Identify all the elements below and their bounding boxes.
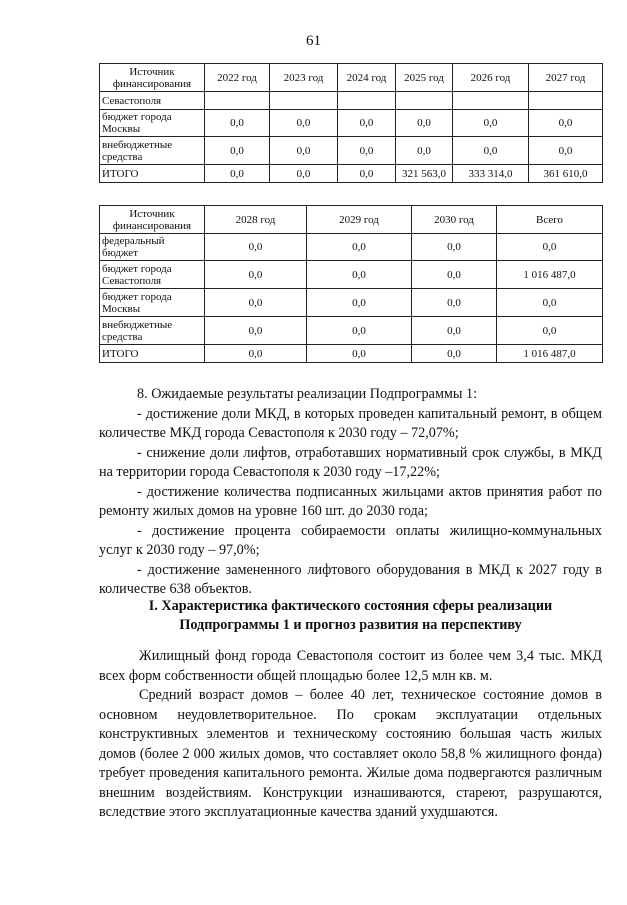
row-source: ИТОГО xyxy=(100,345,205,363)
table-row xyxy=(100,261,603,289)
table-row-total xyxy=(100,165,603,183)
result-item: - достижение замененного лифтового оборудования в МКД к 2027 году в количестве 638 объектов. xyxy=(99,561,602,597)
section-heading xyxy=(99,597,602,635)
row-source: бюджет города Москвы xyxy=(100,110,205,137)
cell-value: 0,0 xyxy=(307,317,412,345)
cell-value: 0,0 xyxy=(338,137,396,165)
cell-value: 0,0 xyxy=(529,110,603,137)
cell-value: 0,0 xyxy=(338,110,396,137)
cell-value xyxy=(529,92,603,110)
row-source: ИТОГО xyxy=(100,165,205,183)
cell-value: 0,0 xyxy=(205,110,270,137)
header-year: 2029 год xyxy=(307,206,412,234)
row-source: федеральный бюджет xyxy=(100,234,205,261)
table-row xyxy=(100,317,603,345)
cell-value: 0,0 xyxy=(412,289,497,317)
row-source: бюджет города Севастополя xyxy=(100,261,205,289)
cell-value: 0,0 xyxy=(307,289,412,317)
cell-value: 0,0 xyxy=(412,234,497,261)
section-title-line: Подпрограммы 1 и прогноз развития на перспективу xyxy=(179,617,522,633)
result-item: - достижение процента собираемости оплаты жилищно-коммунальных услуг к 2030 году – 97,0%; xyxy=(99,522,602,558)
cell-value: 0,0 xyxy=(307,345,412,363)
result-item: - достижение доли МКД, в которых проведен капитальный ремонт, в общем количестве МКД города Севастополя к 2030 году – 72,07%; xyxy=(99,405,602,441)
cell-value xyxy=(338,92,396,110)
financing-table-2022-2027 xyxy=(99,63,603,183)
row-source: внебюджетные средства xyxy=(100,317,205,345)
cell-value xyxy=(453,92,529,110)
cell-value: 0,0 xyxy=(412,345,497,363)
row-source: Севастополя xyxy=(100,92,205,110)
cell-value: 0,0 xyxy=(396,137,453,165)
section-body xyxy=(99,647,602,823)
cell-value: 0,0 xyxy=(205,165,270,183)
cell-value: 0,0 xyxy=(205,345,307,363)
cell-value: 0,0 xyxy=(497,317,603,345)
header-year: 2023 год xyxy=(270,64,338,92)
table-row xyxy=(100,110,603,137)
cell-value: 0,0 xyxy=(307,234,412,261)
cell-value: 321 563,0 xyxy=(396,165,453,183)
cell-value: 0,0 xyxy=(453,110,529,137)
cell-value: 0,0 xyxy=(270,137,338,165)
cell-value: 0,0 xyxy=(205,317,307,345)
cell-value xyxy=(396,92,453,110)
financing-table-2028-2030 xyxy=(99,205,603,363)
cell-value: 0,0 xyxy=(205,289,307,317)
body-paragraph: Жилищный фонд города Севастополя состоит из более чем 3,4 тыс. МКД всех форм собственности общей площадью более 12,5 млн кв. м. xyxy=(99,648,602,684)
cell-value: 0,0 xyxy=(270,165,338,183)
table-row xyxy=(100,92,603,110)
cell-value: 0,0 xyxy=(529,137,603,165)
cell-value: 0,0 xyxy=(307,261,412,289)
cell-value: 0,0 xyxy=(412,261,497,289)
cell-value: 0,0 xyxy=(205,234,307,261)
cell-value: 361 610,0 xyxy=(529,165,603,183)
table-row xyxy=(100,137,603,165)
header-year: 2025 год xyxy=(396,64,453,92)
cell-value: 1 016 487,0 xyxy=(497,261,603,289)
cell-value: 0,0 xyxy=(497,289,603,317)
cell-value: 0,0 xyxy=(338,165,396,183)
result-item: - снижение доли лифтов, отработавших нормативный срок службы, в МКД на территории города Севастополя к 2030 году –17,22%; xyxy=(99,444,602,480)
cell-value xyxy=(270,92,338,110)
page-number: 61 xyxy=(306,33,321,49)
table-row-total xyxy=(100,345,603,363)
section-title-line: I. Характеристика фактического состояния сферы реализации xyxy=(148,598,553,614)
header-year: 2027 год xyxy=(529,64,603,92)
row-source: бюджет города Москвы xyxy=(100,289,205,317)
table-row xyxy=(100,289,603,317)
result-item: - достижение количества подписанных жильцами актов принятия работ по ремонту жилых домов на уровне 160 шт. до 2030 года; xyxy=(99,483,602,519)
cell-value: 0,0 xyxy=(412,317,497,345)
header-source: Источник финансирования xyxy=(100,206,205,234)
body-paragraph: Средний возраст домов – более 40 лет, техническое состояние домов в основном неудовлетворительное. По срокам эксплуатации отдельных конструктивных элементов и техническому состоянию большая часть жилых домов (более 2 000 жилых домов, что составляет около 58,8 % жилищного фонда) требует проведения капитального ремонта. Жилые дома подвергаются различным внешним воздействиям. Конструкции изнашиваются, стареют, разрушаются, вследствие этого эксплуатационные качества зданий ухудшаются. xyxy=(99,687,602,820)
cell-value: 0,0 xyxy=(205,137,270,165)
cell-value: 0,0 xyxy=(453,137,529,165)
cell-value xyxy=(205,92,270,110)
cell-value: 0,0 xyxy=(396,110,453,137)
cell-value: 333 314,0 xyxy=(453,165,529,183)
table-row xyxy=(100,234,603,261)
header-total: Всего xyxy=(497,206,603,234)
header-year: 2030 год xyxy=(412,206,497,234)
header-year: 2026 год xyxy=(453,64,529,92)
header-year: 2022 год xyxy=(205,64,270,92)
header-year: 2024 год xyxy=(338,64,396,92)
header-source: Источник финансирования xyxy=(100,64,205,92)
row-source: внебюджетные средства xyxy=(100,137,205,165)
cell-value: 0,0 xyxy=(205,261,307,289)
cell-value: 0,0 xyxy=(497,234,603,261)
expected-results xyxy=(99,385,602,600)
cell-value: 0,0 xyxy=(270,110,338,137)
results-heading: 8. Ожидаемые результаты реализации Подпрограммы 1: xyxy=(137,386,478,402)
cell-value: 1 016 487,0 xyxy=(497,345,603,363)
header-year: 2028 год xyxy=(205,206,307,234)
